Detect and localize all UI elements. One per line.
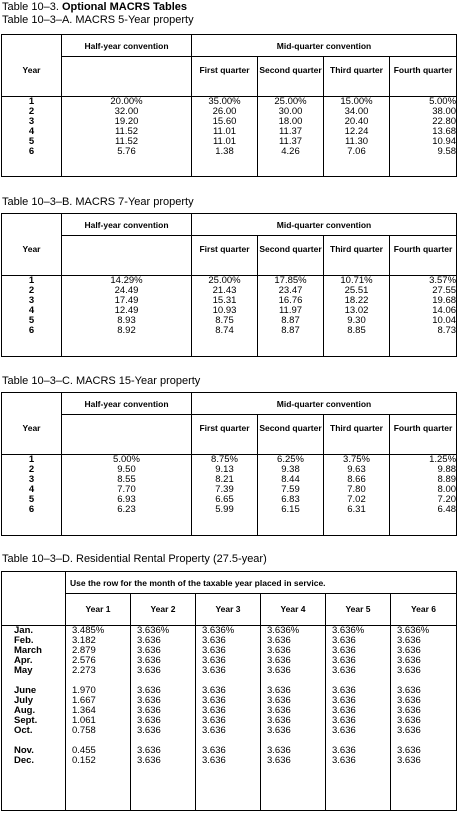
cell-value: 7.59 bbox=[281, 484, 300, 495]
half-year-column bbox=[62, 97, 192, 177]
cell-value: 8.55 bbox=[117, 474, 136, 485]
mid-quarter-header: Mid-quarter convention bbox=[192, 214, 457, 236]
half-year-values bbox=[62, 97, 191, 157]
cell-value: 20.00% bbox=[110, 96, 143, 107]
cell-value: 14.06 bbox=[432, 305, 457, 316]
cell-value: 10.04 bbox=[432, 315, 457, 326]
cell-value: 9.58 bbox=[437, 146, 457, 157]
cell-value: 3.636 bbox=[202, 695, 226, 706]
cell-value: 3.636 bbox=[202, 655, 226, 666]
cell-value: 1 bbox=[28, 275, 35, 286]
cell-value: 24.49 bbox=[114, 285, 139, 296]
cell-value: 3.636 bbox=[202, 685, 226, 696]
year-column bbox=[2, 97, 62, 177]
cell-value: 6 bbox=[28, 325, 35, 336]
cell-value: 3.636 bbox=[397, 695, 421, 706]
q3-values bbox=[324, 276, 389, 336]
cell-value: 30.00 bbox=[278, 106, 303, 117]
first-quarter-header: First quarter bbox=[192, 415, 258, 455]
year-column bbox=[2, 455, 62, 536]
cell-value: 25.51 bbox=[344, 285, 369, 296]
third-quarter-header: Third quarter bbox=[324, 57, 390, 97]
cell-value: 3.636 bbox=[332, 755, 356, 766]
cell-value: 19.68 bbox=[432, 295, 457, 306]
cell-value: 15.00% bbox=[340, 96, 373, 107]
half-year-subheader-blank bbox=[62, 57, 192, 97]
first-quarter-header: First quarter bbox=[192, 236, 258, 276]
q2-column bbox=[258, 276, 324, 357]
cell-value: 2.576 bbox=[72, 655, 96, 666]
cell-value: March bbox=[14, 645, 42, 656]
cell-value: 3.636 bbox=[267, 745, 291, 756]
y4-group-b bbox=[267, 686, 325, 736]
year-column bbox=[2, 276, 62, 357]
cell-value: 8.21 bbox=[215, 474, 234, 485]
y2-group-c bbox=[137, 746, 195, 766]
half-year-values bbox=[62, 276, 191, 336]
q3-values bbox=[324, 97, 389, 157]
cell-value: 3.636 bbox=[137, 705, 161, 716]
cell-value: 22.80 bbox=[432, 116, 457, 127]
cell-value: 3.636 bbox=[202, 745, 226, 756]
y2-group-b bbox=[137, 686, 195, 736]
cell-value: 15.31 bbox=[212, 295, 237, 306]
cell-value: Sept. bbox=[14, 715, 38, 726]
second-quarter-header: Second quarter bbox=[258, 57, 324, 97]
cell-value: 3.636 bbox=[397, 655, 421, 666]
cell-value: 3.636% bbox=[332, 625, 365, 636]
mid-quarter-header: Mid-quarter convention bbox=[192, 35, 457, 57]
year-4-header: Year 4 bbox=[261, 594, 326, 626]
half-year-header: Half-year convention bbox=[62, 35, 192, 57]
cell-value: 8.74 bbox=[215, 325, 234, 336]
cell-value: 3.636 bbox=[332, 715, 356, 726]
y3-group-b bbox=[202, 686, 260, 736]
cell-value: 7.80 bbox=[347, 484, 366, 495]
q4-column bbox=[390, 276, 457, 357]
cell-value: 1.970 bbox=[72, 685, 96, 696]
cell-value: 15.60 bbox=[212, 116, 237, 127]
cell-value: 8.44 bbox=[281, 474, 300, 485]
cell-value: 3.636 bbox=[397, 755, 421, 766]
cell-value: 6.83 bbox=[281, 494, 300, 505]
cell-value: 3.636 bbox=[267, 695, 291, 706]
cell-value: 6.23 bbox=[117, 504, 136, 515]
year-2-header: Year 2 bbox=[131, 594, 196, 626]
year-3-header: Year 3 bbox=[196, 594, 261, 626]
cell-value: 3.636 bbox=[137, 685, 161, 696]
cell-value: 1.364 bbox=[72, 705, 96, 716]
year-values bbox=[2, 455, 61, 515]
cell-value: 10.71% bbox=[340, 275, 373, 286]
half-year-column bbox=[62, 276, 192, 357]
y6-group-c bbox=[397, 746, 456, 766]
q1-values bbox=[192, 97, 257, 157]
q3-values bbox=[324, 455, 389, 515]
q1-values bbox=[192, 276, 257, 336]
cell-value: Feb. bbox=[14, 635, 34, 646]
cell-value: 25.00% bbox=[274, 96, 307, 107]
cell-value: 2 bbox=[28, 285, 35, 296]
cell-value: 8.93 bbox=[117, 315, 136, 326]
cell-value: 3.636 bbox=[202, 635, 226, 646]
q1-values bbox=[192, 455, 257, 515]
cell-value: 7.39 bbox=[215, 484, 234, 495]
cell-value: 9.88 bbox=[437, 464, 457, 475]
year-5-header: Year 5 bbox=[326, 594, 391, 626]
cell-value: 3.636 bbox=[267, 715, 291, 726]
cell-value: 16.76 bbox=[278, 295, 303, 306]
cell-value: 3.636 bbox=[332, 685, 356, 696]
months-group-c bbox=[14, 746, 65, 766]
year-3-column bbox=[196, 626, 261, 811]
year-values bbox=[2, 276, 61, 336]
cell-value: 10.93 bbox=[212, 305, 237, 316]
q2-column bbox=[258, 97, 324, 177]
cell-value: 6.15 bbox=[281, 504, 300, 515]
cell-value: 3.636 bbox=[137, 665, 161, 676]
cell-value: 3.636 bbox=[137, 745, 161, 756]
cell-value: 9.30 bbox=[347, 315, 366, 326]
q4-values bbox=[390, 97, 456, 157]
cell-value: 3.636 bbox=[397, 705, 421, 716]
cell-value: 3.182 bbox=[72, 635, 96, 646]
cell-value: 12.49 bbox=[114, 305, 139, 316]
second-quarter-header: Second quarter bbox=[258, 415, 324, 455]
y1-group-a bbox=[72, 626, 130, 676]
cell-value: 7.02 bbox=[347, 494, 366, 505]
cell-value: 8.75% bbox=[211, 454, 238, 465]
cell-value: 9.63 bbox=[347, 464, 366, 475]
cell-value: 38.00 bbox=[432, 106, 457, 117]
cell-value: 3.636 bbox=[397, 645, 421, 656]
cell-value: 8.00 bbox=[437, 484, 457, 495]
third-quarter-header: Third quarter bbox=[324, 236, 390, 276]
title-prefix: Table 10–3. bbox=[2, 1, 59, 13]
half-year-subheader-blank bbox=[62, 236, 192, 276]
cell-value: 5.76 bbox=[117, 146, 136, 157]
cell-value: 3.636 bbox=[332, 695, 356, 706]
year-header: Year bbox=[2, 214, 62, 276]
fourth-quarter-header: Fourth quarter bbox=[390, 57, 457, 97]
cell-value: 3.636 bbox=[397, 745, 421, 756]
cell-value: 19.20 bbox=[114, 116, 139, 127]
table-c-title: Table 10–3–C. MACRS 15-Year property bbox=[2, 375, 201, 387]
cell-value: 3 bbox=[28, 116, 35, 127]
y3-group-c bbox=[202, 746, 260, 766]
y4-group-a bbox=[267, 626, 325, 676]
third-quarter-header: Third quarter bbox=[324, 415, 390, 455]
month-column bbox=[2, 626, 66, 811]
cell-value: 3.636 bbox=[332, 645, 356, 656]
cell-value: 23.47 bbox=[278, 285, 303, 296]
y6-group-b bbox=[397, 686, 456, 736]
cell-value: 1.25% bbox=[429, 454, 457, 465]
cell-value: 11.37 bbox=[278, 136, 303, 147]
cell-value: 11.01 bbox=[212, 136, 237, 147]
cell-value: 2 bbox=[28, 464, 35, 475]
table-c bbox=[1, 392, 457, 536]
cell-value: 13.68 bbox=[432, 126, 457, 137]
cell-value: 0.152 bbox=[72, 755, 96, 766]
q4-values bbox=[390, 455, 456, 515]
cell-value: 6 bbox=[28, 504, 35, 515]
cell-value: 9.38 bbox=[281, 464, 300, 475]
cell-value: 3.636 bbox=[267, 635, 291, 646]
cell-value: 4 bbox=[28, 126, 35, 137]
cell-value: 6 bbox=[28, 146, 35, 157]
cell-value: 2.273 bbox=[72, 665, 96, 676]
cell-value: 11.30 bbox=[344, 136, 369, 147]
half-year-subheader-blank bbox=[62, 415, 192, 455]
cell-value: 9.13 bbox=[215, 464, 234, 475]
cell-value: 14.29% bbox=[110, 275, 143, 286]
cell-value: 3.636 bbox=[267, 665, 291, 676]
cell-value: 3.636 bbox=[267, 705, 291, 716]
document-title bbox=[2, 1, 187, 13]
cell-value: 18.22 bbox=[344, 295, 369, 306]
cell-value: 10.94 bbox=[432, 136, 457, 147]
year-1-column bbox=[66, 626, 131, 811]
y5-group-c bbox=[332, 746, 390, 766]
cell-value: 11.52 bbox=[114, 126, 139, 137]
cell-value: 35.00% bbox=[208, 96, 241, 107]
cell-value: 8.85 bbox=[347, 325, 366, 336]
year-4-column bbox=[261, 626, 326, 811]
cell-value: 4 bbox=[28, 484, 35, 495]
cell-value: 3.636 bbox=[202, 755, 226, 766]
year-header: Year bbox=[2, 35, 62, 97]
cell-value: 1.38 bbox=[215, 146, 234, 157]
cell-value: 12.24 bbox=[344, 126, 369, 137]
cell-value: 6.93 bbox=[117, 494, 136, 505]
q1-column bbox=[192, 97, 258, 177]
months-group-b bbox=[14, 686, 65, 736]
cell-value: 3.636 bbox=[267, 725, 291, 736]
cell-value: 3.636 bbox=[137, 725, 161, 736]
cell-value: Jan. bbox=[14, 625, 34, 636]
cell-value: 3.636 bbox=[332, 705, 356, 716]
year-2-column bbox=[131, 626, 196, 811]
title-bold: Optional MACRS Tables bbox=[61, 1, 188, 13]
cell-value: Nov. bbox=[14, 745, 34, 756]
cell-value: 3.636 bbox=[267, 685, 291, 696]
q4-column bbox=[390, 455, 457, 536]
cell-value: 3.636 bbox=[267, 645, 291, 656]
cell-value: Oct. bbox=[14, 725, 33, 736]
cell-value: 32.00 bbox=[114, 106, 139, 117]
cell-value: 3.636 bbox=[332, 635, 356, 646]
cell-value: 2 bbox=[28, 106, 35, 117]
table-b-title: Table 10–3–B. MACRS 7-Year property bbox=[2, 196, 194, 208]
cell-value: 11.01 bbox=[212, 126, 237, 137]
cell-value: 3.636 bbox=[202, 725, 226, 736]
fourth-quarter-header: Fourth quarter bbox=[390, 236, 457, 276]
cell-value: 3.636 bbox=[397, 665, 421, 676]
cell-value: 5.00% bbox=[429, 96, 457, 107]
half-year-column bbox=[62, 455, 192, 536]
cell-value: 3.636 bbox=[397, 725, 421, 736]
cell-value: 3.636% bbox=[202, 625, 235, 636]
cell-value: 11.52 bbox=[114, 136, 139, 147]
cell-value: 17.49 bbox=[114, 295, 139, 306]
cell-value: 8.73 bbox=[437, 325, 457, 336]
cell-value: 4.26 bbox=[281, 146, 300, 157]
q4-column bbox=[390, 97, 457, 177]
cell-value: July bbox=[14, 695, 34, 706]
q4-values bbox=[390, 276, 456, 336]
cell-value: 25.00% bbox=[208, 275, 241, 286]
year-values bbox=[2, 97, 61, 157]
q1-column bbox=[192, 276, 258, 357]
y2-group-a bbox=[137, 626, 195, 676]
q3-column bbox=[324, 276, 390, 357]
cell-value: 1 bbox=[28, 454, 35, 465]
year-5-column bbox=[326, 626, 391, 811]
cell-value: 5 bbox=[28, 494, 35, 505]
y4-group-c bbox=[267, 746, 325, 766]
cell-value: 20.40 bbox=[344, 116, 369, 127]
cell-value: 3.636 bbox=[137, 755, 161, 766]
year-1-header: Year 1 bbox=[66, 594, 131, 626]
q2-values bbox=[258, 97, 323, 157]
cell-value: 3.636 bbox=[202, 715, 226, 726]
cell-value: 0.758 bbox=[72, 725, 96, 736]
cell-value: 1.667 bbox=[72, 695, 96, 706]
cell-value: 34.00 bbox=[344, 106, 369, 117]
cell-value: 21.43 bbox=[212, 285, 237, 296]
cell-value: 8.75 bbox=[215, 315, 234, 326]
cell-value: 7.20 bbox=[437, 494, 457, 505]
cell-value: 3.636 bbox=[397, 635, 421, 646]
cell-value: 27.55 bbox=[432, 285, 457, 296]
q2-column bbox=[258, 455, 324, 536]
cell-value: 9.50 bbox=[117, 464, 136, 475]
y3-group-a bbox=[202, 626, 260, 676]
cell-value: 3.636 bbox=[397, 685, 421, 696]
table-d bbox=[1, 571, 457, 811]
months-group-a bbox=[14, 626, 65, 676]
cell-value: 3.636 bbox=[397, 715, 421, 726]
cell-value: 6.25% bbox=[277, 454, 304, 465]
month-header-blank bbox=[2, 572, 66, 626]
cell-value: May bbox=[14, 665, 33, 676]
cell-value: 4 bbox=[28, 305, 35, 316]
cell-value: 3.636 bbox=[332, 725, 356, 736]
cell-value: 8.87 bbox=[281, 315, 300, 326]
cell-value: 11.37 bbox=[278, 126, 303, 137]
y1-group-b bbox=[72, 686, 130, 736]
cell-value: 3.57% bbox=[429, 275, 457, 286]
cell-value: 6.31 bbox=[347, 504, 366, 515]
cell-value: 1 bbox=[28, 96, 35, 107]
table-a bbox=[1, 34, 457, 177]
cell-value: 5 bbox=[28, 315, 35, 326]
first-quarter-header: First quarter bbox=[192, 57, 258, 97]
half-year-header: Half-year convention bbox=[62, 393, 192, 415]
cell-value: Dec. bbox=[14, 755, 35, 766]
cell-value: 5.00% bbox=[113, 454, 140, 465]
cell-value: 0.455 bbox=[72, 745, 96, 756]
cell-value: 3.636 bbox=[202, 705, 226, 716]
cell-value: 8.92 bbox=[117, 325, 136, 336]
year-header: Year bbox=[2, 393, 62, 455]
cell-value: 3.636 bbox=[137, 695, 161, 706]
cell-value: 11.97 bbox=[278, 305, 303, 316]
cell-value: 3.75% bbox=[343, 454, 370, 465]
cell-value: 3.636 bbox=[137, 635, 161, 646]
cell-value: 5.99 bbox=[215, 504, 234, 515]
cell-value: 1.061 bbox=[72, 715, 96, 726]
cell-value: 3.636 bbox=[202, 645, 226, 656]
cell-value: 3.636% bbox=[137, 625, 170, 636]
y5-group-b bbox=[332, 686, 390, 736]
cell-value: 3.636 bbox=[267, 755, 291, 766]
q2-values bbox=[258, 276, 323, 336]
cell-value: 3.636 bbox=[137, 645, 161, 656]
cell-value: Aug. bbox=[14, 705, 36, 716]
y1-group-c bbox=[72, 746, 130, 766]
table-a-title: Table 10–3–A. MACRS 5-Year property bbox=[2, 14, 194, 26]
y6-group-a bbox=[397, 626, 456, 676]
cell-value: 3.636% bbox=[267, 625, 300, 636]
cell-value: 5 bbox=[28, 136, 35, 147]
cell-value: 18.00 bbox=[278, 116, 303, 127]
cell-value: 3.485% bbox=[72, 625, 105, 636]
table-d-title: Table 10–3–D. Residential Rental Property (27.5-year) bbox=[2, 553, 267, 565]
second-quarter-header: Second quarter bbox=[258, 236, 324, 276]
half-year-values bbox=[62, 455, 191, 515]
q2-values bbox=[258, 455, 323, 515]
cell-value: 3.636 bbox=[202, 665, 226, 676]
table-b bbox=[1, 213, 457, 357]
cell-value: 8.89 bbox=[437, 474, 457, 485]
cell-value: 3 bbox=[28, 295, 35, 306]
cell-value: 26.00 bbox=[212, 106, 237, 117]
cell-value: 2.879 bbox=[72, 645, 96, 656]
cell-value: June bbox=[14, 685, 37, 696]
cell-value: 17.85% bbox=[274, 275, 307, 286]
cell-value: Apr. bbox=[14, 655, 33, 666]
cell-value: 8.87 bbox=[281, 325, 300, 336]
cell-value: 7.70 bbox=[117, 484, 136, 495]
year-6-header: Year 6 bbox=[391, 594, 457, 626]
instruction-header: Use the row for the month of the taxable year placed in service. bbox=[66, 572, 457, 594]
cell-value: 6.65 bbox=[215, 494, 234, 505]
q1-column bbox=[192, 455, 258, 536]
y5-group-a bbox=[332, 626, 390, 676]
q3-column bbox=[324, 97, 390, 177]
cell-value: 7.06 bbox=[347, 146, 366, 157]
half-year-header: Half-year convention bbox=[62, 214, 192, 236]
cell-value: 3 bbox=[28, 474, 35, 485]
cell-value: 6.48 bbox=[437, 504, 457, 515]
cell-value: 3.636 bbox=[137, 655, 161, 666]
cell-value: 3.636 bbox=[267, 655, 291, 666]
fourth-quarter-header: Fourth quarter bbox=[390, 415, 457, 455]
year-6-column bbox=[391, 626, 457, 811]
cell-value: 3.636 bbox=[332, 665, 356, 676]
cell-value: 3.636% bbox=[397, 625, 430, 636]
cell-value: 13.02 bbox=[344, 305, 369, 316]
cell-value: 8.66 bbox=[347, 474, 366, 485]
mid-quarter-header: Mid-quarter convention bbox=[192, 393, 457, 415]
cell-value: 3.636 bbox=[137, 715, 161, 726]
cell-value: 3.636 bbox=[332, 745, 356, 756]
cell-value: 3.636 bbox=[332, 655, 356, 666]
q3-column bbox=[324, 455, 390, 536]
